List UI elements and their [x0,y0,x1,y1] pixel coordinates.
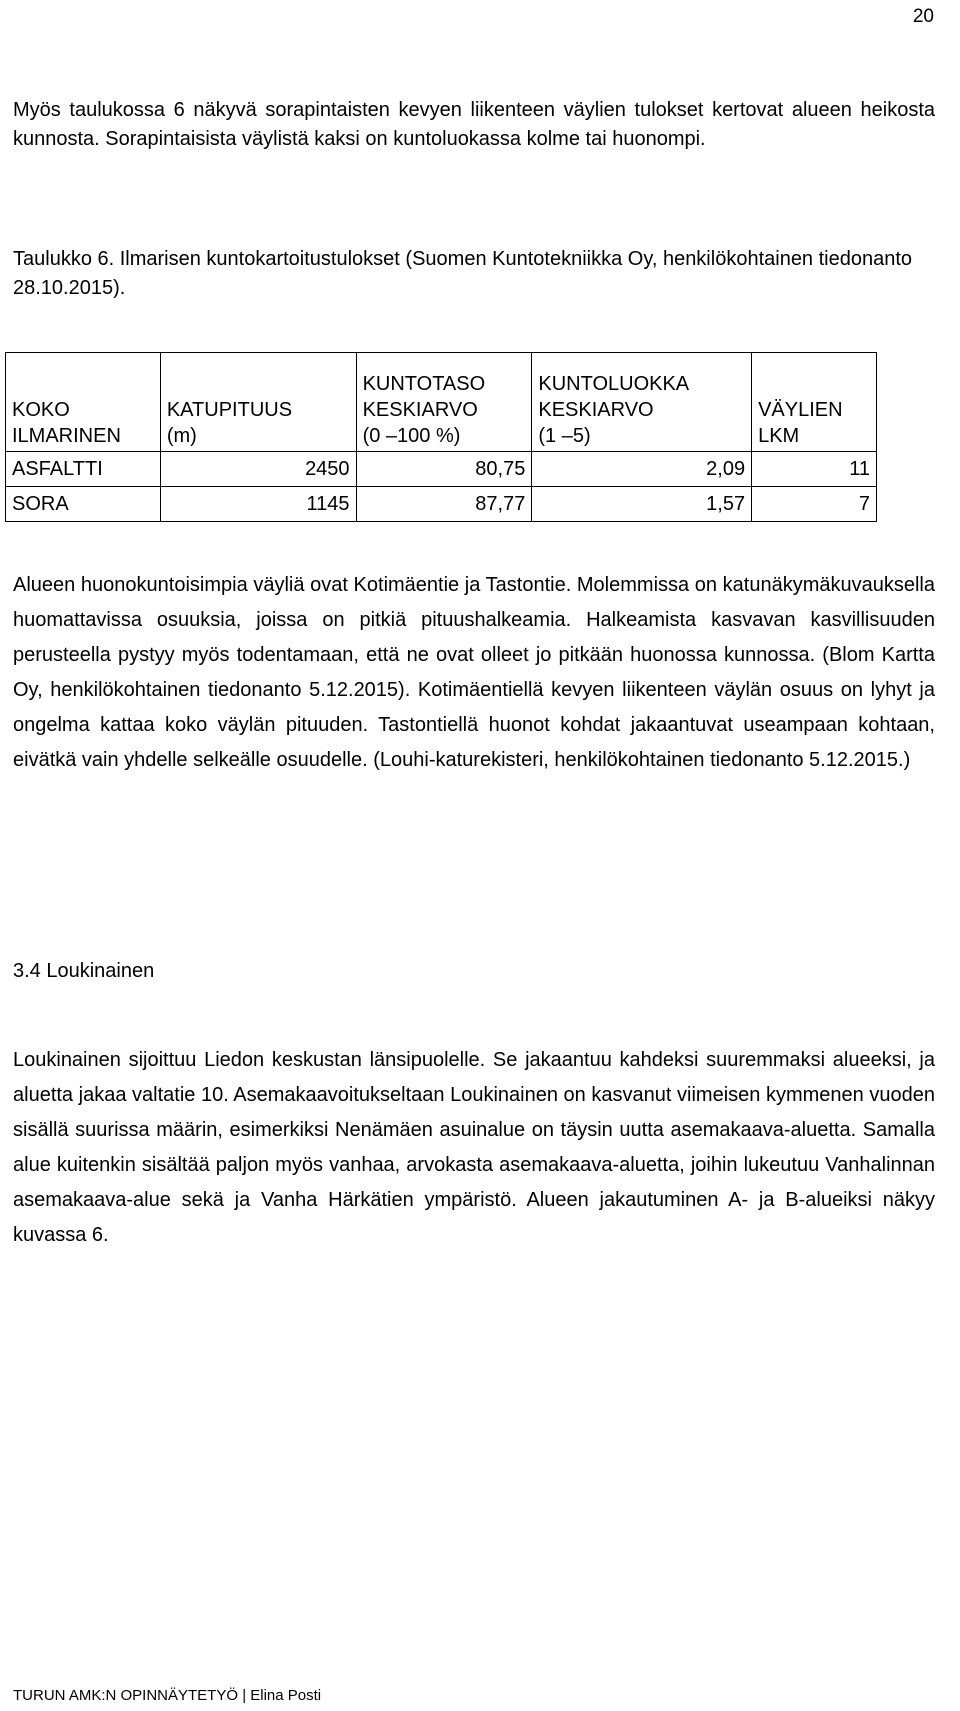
header-line: KESKIARVO [538,399,654,421]
header-line: ILMARINEN [12,425,121,447]
header-kuntoluokka [532,353,752,452]
table-cell-condition-level: 87,77 [356,487,532,522]
page-number: 20 [912,6,934,27]
table-header-row [6,353,877,452]
body-paragraph: Alueen huonokuntoisimpia väyliä ovat Kotimäentie ja Tastontie. Molemmissa on katunäkymäkuvauksella huomattavissa osuuksia, joissa on pitkiä pituushalkeamia. Halkeamista kasvavan kasvillisuuden perusteella pystyy myös todentamaan, että ne ovat olleet jo pitkään huonossa kunnossa. (Blom Kartta Oy, henkilökohtainen tiedonanto 5.12.2015). Kotimäentiellä kevyen liikenteen väylän osuus on lyhyt ja ongelma kattaa koko väylän pituuden. Tastontiellä huonot kohdat jakaantuvat useampaan kohtaan, eivätkä vain yhdelle selkeälle osuudelle. (Louhi-katurekisteri, henkilökohtainen tiedonanto 5.12.2015.) [13,574,935,771]
header-kuntotaso [356,353,532,452]
table-cell-length: 2450 [160,452,356,487]
header-line: (1 –5) [538,425,591,447]
footer: TURUN AMK:N OPINNÄYTETYÖ | Elina Posti [13,1687,322,1704]
body-paragraph: Loukinainen sijoittuu Liedon keskustan länsipuolelle. Se jakaantuu kahdeksi suuremmaksi alueeksi, ja aluetta jakaa valtatie 10. Asemakaavoitukseltaan Loukinainen on kasvanut viimeisen kymmenen vuoden sisällä suurissa määrin, esimerkiksi Nenämäen asuinalue on täysin uutta asemakaava-aluetta. Samalla alue kuitenkin sisältää paljon myös vanhaa, arvokasta asemakaava-aluetta, joihin lukeutuu Vanhalinnan asemakaava-alue sekä ja Vanha Härkätien ympäristö. Alueen jakautuminen A- ja B-alueiksi näkyy kuvassa 6. [13,1049,935,1246]
header-line: (0 –100 %) [362,425,461,447]
intro-paragraph: Myös taulukossa 6 näkyvä sorapintaisten kevyen liikenteen väylien tulokset kertovat alueen heikosta kunnosta. Sorapintaisista väylistä kaksi on kuntoluokassa kolme tai huonompi. [13,99,935,150]
table-row [6,487,877,522]
table-cell-type: ASFALTTI [6,452,161,487]
section-heading: 3.4 Loukinainen [13,960,155,982]
table-cell-condition-class: 2,09 [532,452,752,487]
table-cell-count: 7 [752,487,877,522]
table-cell-condition-level: 80,75 [356,452,532,487]
table-cell-condition-class: 1,57 [532,487,752,522]
table-cell-count: 11 [752,452,877,487]
table-cell-length: 1145 [160,487,356,522]
table-caption: Taulukko 6. Ilmarisen kuntokartoitustulokset (Suomen Kuntotekniikka Oy, henkilökohtainen tiedonanto 28.10.2015). [13,248,913,299]
header-line: KESKIARVO [362,399,478,421]
condition-table [5,352,877,522]
table-cell-type: SORA [6,487,161,522]
header-line: VÄYLIEN [758,399,843,421]
header-line: KUNTOLUOKKA [538,373,690,395]
header-vaylien-lkm [752,353,877,452]
header-line: KATUPITUUS [166,399,293,421]
header-koko-ilmarinen [6,353,161,452]
table-row [6,452,877,487]
header-line: (m) [166,425,197,447]
header-line: KOKO [12,399,70,421]
header-line: LKM [758,425,800,447]
header-katupituus [160,353,356,452]
header-line: KUNTOTASO [362,373,486,395]
